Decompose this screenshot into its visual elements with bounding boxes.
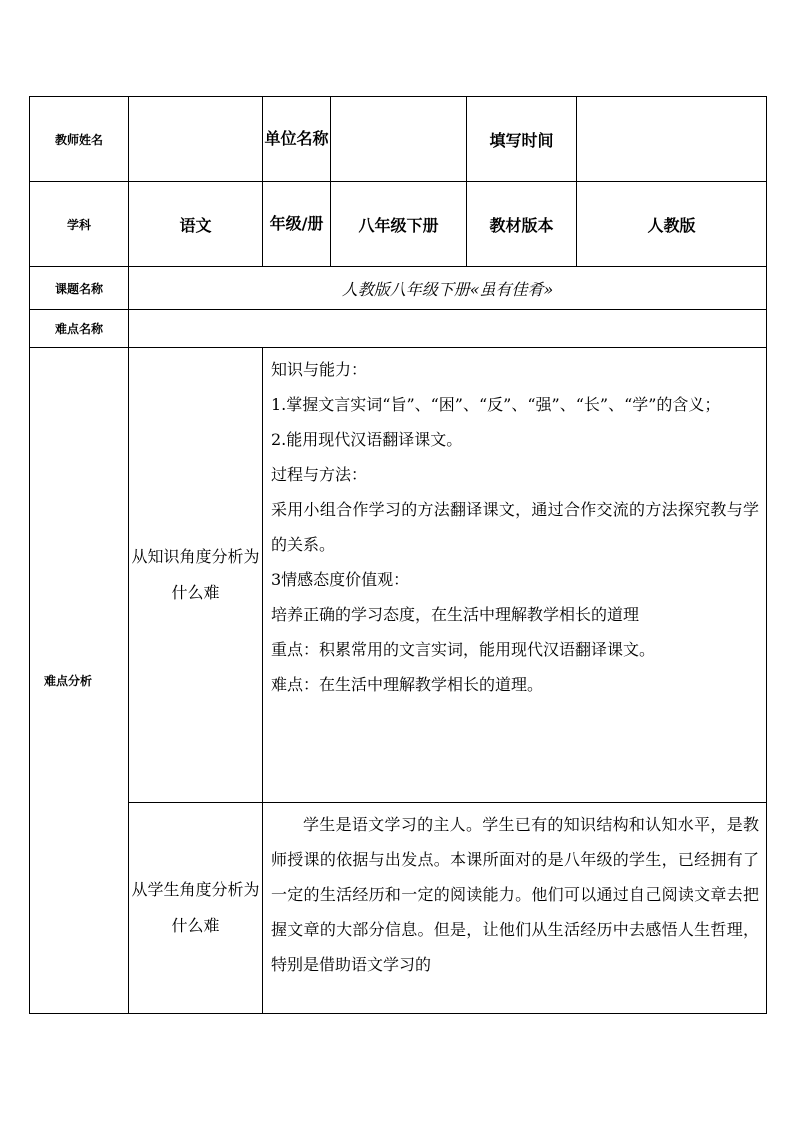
knowledge-line: 知识与能力： (271, 360, 368, 379)
row-student-analysis (30, 803, 767, 1014)
knowledge-line: 过程与方法： (271, 465, 368, 484)
student-angle-text: 学生是语文学习的主人。学生已有的知识结构和认知水平，是教师授课的依据与出发点。本课所面对的是八年级的学生，已经拥有了一定的生活经历和一定的阅读能力。他们可以通过自己阅读文章去把握文章的大部分信息。但是，让他们从生活经历中去感悟人生哲理，特别是借助语文学习的 (271, 815, 759, 974)
knowledge-line: 1.掌握文言实词“旨”、“困”、“反”、“强”、“长”、“学”的含义； (271, 395, 721, 414)
difficulty-name-label: 难点名称 (30, 310, 129, 348)
row-difficulty (30, 310, 767, 348)
fill-time-value (577, 97, 767, 182)
fill-time-label: 填写时间 (467, 97, 577, 182)
grade-value: 八年级下册 (331, 182, 467, 267)
teacher-name-value (129, 97, 263, 182)
row-teacher (30, 97, 767, 182)
lesson-title-value: 人教版八年级下册«虽有佳肴» (129, 267, 767, 310)
unit-name-label: 单位名称 (263, 97, 331, 182)
edition-label: 教材版本 (467, 182, 577, 267)
grade-label: 年级/册 (263, 182, 331, 267)
row-lesson (30, 267, 767, 310)
knowledge-line: 2.能用现代汉语翻译课文。 (271, 430, 463, 449)
knowledge-angle-label: 从知识角度分析为什么难 (129, 348, 263, 803)
row-subject (30, 182, 767, 267)
knowledge-angle-content (263, 348, 767, 803)
difficulty-name-value (129, 310, 767, 348)
student-angle-label: 从学生角度分析为什么难 (129, 803, 263, 1014)
lesson-info-table (29, 96, 767, 1014)
teacher-name-label: 教师姓名 (30, 97, 129, 182)
row-knowledge-analysis (30, 348, 767, 803)
student-angle-content (263, 803, 767, 1014)
subject-label: 学科 (30, 182, 129, 267)
knowledge-line: 重点：积累常用的文言实词，能用现代汉语翻译课文。 (271, 640, 656, 659)
lesson-title-label: 课题名称 (30, 267, 129, 310)
knowledge-line: 采用小组合作学习的方法翻译课文，通过合作交流的方法探究教与学的关系。 (271, 500, 759, 554)
difficulty-analysis-label: 难点分析 (30, 348, 129, 1014)
knowledge-line: 难点：在生活中理解教学相长的道理。 (271, 675, 544, 694)
subject-value: 语文 (129, 182, 263, 267)
knowledge-line: 3情感态度价值观： (271, 570, 410, 589)
unit-name-value (331, 97, 467, 182)
edition-value: 人教版 (577, 182, 767, 267)
knowledge-line: 培养正确的学习态度，在生活中理解教学相长的道理 (271, 605, 640, 624)
